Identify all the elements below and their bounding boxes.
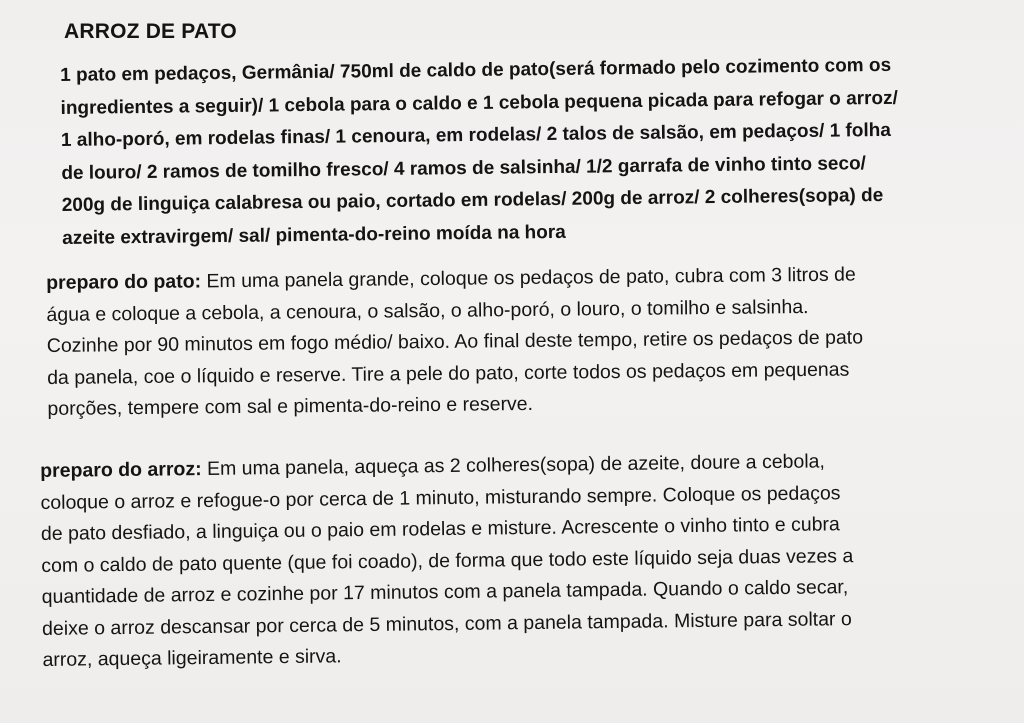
preparo-arroz-line: de pato desfiado, a linguiça ou o paio em rodelas e misture. Acrescente o vinho tinto e cubra [40, 513, 840, 545]
preparo-pato-heading: preparo do pato: [46, 270, 202, 294]
preparo-arroz-line: arroz, aqueça ligeiramente e sirva. [42, 645, 342, 671]
preparo-arroz-text: Em uma panela, aqueça as 2 colheres(sopa) de azeite, doure a cebola, [201, 450, 826, 481]
ingredients-line: 200g de linguiça calabresa ou paio, cortado em rodelas/ 200g de arroz/ 2 colheres(sopa) de [61, 184, 884, 216]
preparo-arroz-heading: preparo do arroz: [40, 458, 202, 482]
preparo-arroz-line: quantidade de arroz e cozinhe por 17 minutos com a panela tampada. Quando o caldo secar, [41, 576, 849, 608]
preparo-pato-line: água e coloque a cebola, a cenoura, o salsão, o alho-poró, o louro, o tomilho e salsinha. [46, 295, 809, 326]
preparo-arroz-line: coloque o arroz e refogue-o por cerca de 1 minuto, misturando sempre. Coloque os pedaços [40, 481, 841, 514]
recipe-title: ARROZ DE PATO [64, 20, 237, 43]
ingredients-line: ingredientes a seguir)/ 1 cebola para o caldo e 1 cebola pequena picada para refogar o arroz/ [60, 87, 898, 119]
ingredients-line: azeite extravirgem/ sal/ pimenta-do-reino moída na hora [62, 221, 566, 249]
preparo-pato-line: da panela, coe o líquido e reserve. Tire a pele do pato, corte todos os pedaços em pequenas [47, 358, 850, 389]
preparo-arroz-line: com o caldo de pato quente (que foi coado), de forma que todo este líquido seja duas vezes a [41, 544, 854, 577]
ingredients-line: 1 pato em pedaços, Germânia/ 750ml de caldo de pato(será formado pelo cozimento com os [60, 54, 892, 86]
preparo-arroz-line: deixe o arroz descansar por cerca de 5 minutos, com a panela tampada. Misture para soltar o [41, 607, 852, 640]
ingredients-list [60, 49, 982, 255]
ingredients-line: de louro/ 2 ramos de tomilho fresco/ 4 ramos de salsinha/ 1/2 garrafa de vinho tinto seco/ [61, 152, 867, 184]
preparo-pato-section [46, 259, 864, 425]
ingredients-line: 1 alho-poró, em rodelas finas/ 1 cenoura, em rodelas/ 2 talos de salsão, em pedaços/ 1 folha [60, 119, 892, 151]
preparo-arroz-section [40, 446, 855, 676]
preparo-pato-text: Em uma panela grande, coloque os pedaços de pato, cubra com 3 litros de [200, 263, 856, 293]
preparo-pato-line: Cozinhe por 90 minutos em fogo médio/ baixo. Ao final deste tempo, retire os pedaços de pato [46, 326, 864, 357]
preparo-pato-line: porções, tempere com sal e pimenta-do-reino e reserve. [47, 392, 534, 420]
